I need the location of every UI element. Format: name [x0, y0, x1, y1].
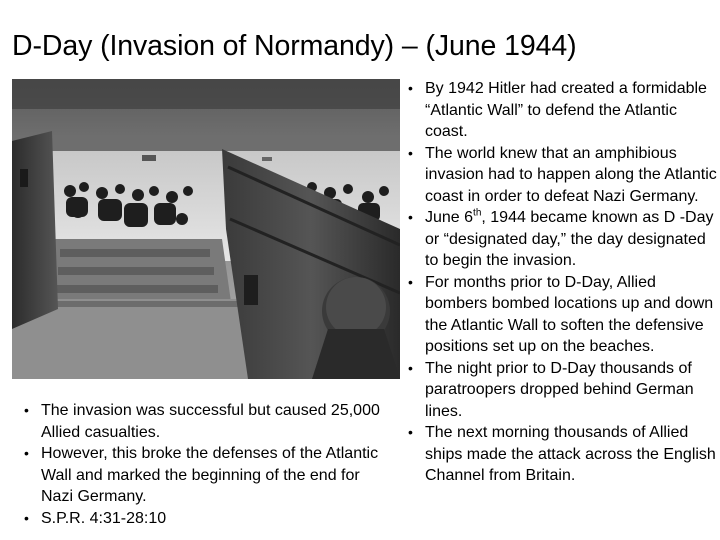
right-bullet-6: • The next morning thousands of Allied ships made the attack across the English Channel from Britain.: [408, 422, 720, 487]
left-bullet-2: • However, this broke the defenses of the Atlantic Wall and marked the beginning of the end for Nazi Germany.: [24, 443, 384, 508]
right-bullet-list: [408, 78, 720, 487]
ordinal-suffix: th: [473, 207, 482, 219]
right-bullet-1: • By 1942 Hitler had created a formidable “Atlantic Wall” to defend the Atlantic coast.: [408, 78, 720, 143]
landing-craft-photo: [12, 79, 400, 379]
bullet-date-text: June 6: [425, 209, 474, 226]
left-bullet-list: [24, 400, 384, 529]
slide-title: D-Day (Invasion of Normandy) – (June 1944): [12, 30, 577, 62]
right-bullet-3: [408, 207, 720, 272]
bullet-rest-text: , 1944 became known as D -Day or “designated day,” the day designated to begin the invasion.: [425, 209, 714, 269]
left-bullet-1: • The invasion was successful but caused 25,000 Allied casualties.: [24, 400, 384, 443]
right-bullet-2: • The world knew that an amphibious invasion had to happen along the Atlantic coast in order to defeat Nazi Germany.: [408, 143, 720, 208]
right-bullet-4: • For months prior to D-Day, Allied bombers bombed locations up and down the Atlantic Wall to soften the defensive positions set up on the beaches.: [408, 272, 720, 358]
right-bullet-5: • The night prior to D-Day thousands of paratroopers dropped behind German lines.: [408, 358, 720, 423]
left-bullet-3: • S.P.R. 4:31-28:10: [24, 508, 384, 530]
